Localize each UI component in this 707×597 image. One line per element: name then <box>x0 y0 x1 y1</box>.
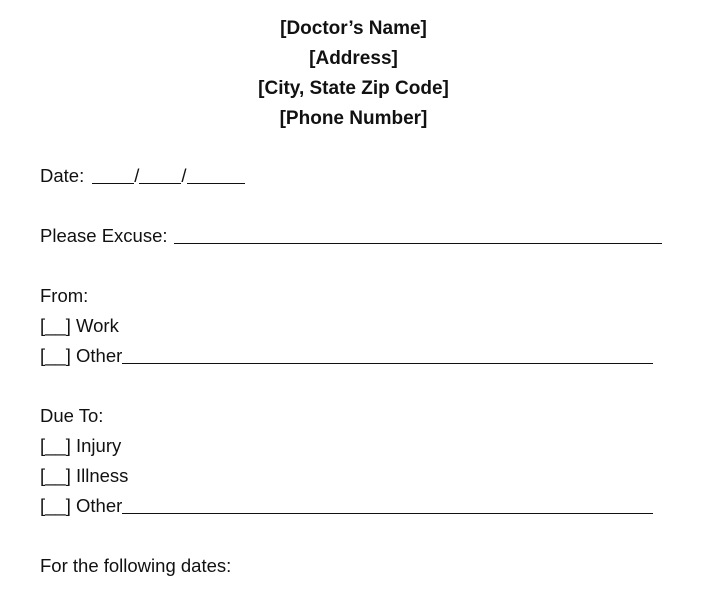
date-month-blank[interactable] <box>92 165 134 184</box>
date-day-blank[interactable] <box>139 165 181 184</box>
date-separator: / <box>181 165 187 186</box>
phone-number: [Phone Number] <box>279 108 428 129</box>
from-option-other[interactable] <box>40 345 653 367</box>
date-label: Date: <box>40 165 85 186</box>
due-to-option-other[interactable] <box>40 495 653 517</box>
from-work-label: [__] Work <box>40 315 119 336</box>
excuse-row <box>40 225 662 247</box>
due-to-illness-label: [__] Illness <box>40 465 129 486</box>
due-to-label <box>40 405 103 427</box>
due-to-option-illness[interactable] <box>40 465 128 487</box>
excuse-label: Please Excuse: <box>40 225 168 246</box>
date-row <box>40 165 245 187</box>
from-other-label: [__] Other <box>40 345 123 366</box>
date-separator: / <box>134 165 140 186</box>
due-to-injury-label: [__] Injury <box>40 435 122 456</box>
due-to-option-injury[interactable] <box>40 435 121 457</box>
date-year-blank[interactable] <box>187 165 245 184</box>
address: [Address] <box>309 48 398 69</box>
due-to-other-blank[interactable] <box>122 495 653 514</box>
following-dates-text: For the following dates: <box>40 555 232 576</box>
from-option-work[interactable] <box>40 315 119 337</box>
city-state-zip: [City, State Zip Code] <box>258 78 449 99</box>
due-to-label-text: Due To: <box>40 405 104 426</box>
excuse-name-blank[interactable] <box>174 225 662 244</box>
from-other-blank[interactable] <box>122 345 653 364</box>
letterhead <box>0 14 707 134</box>
doctor-name: [Doctor’s Name] <box>280 18 427 39</box>
following-dates-label <box>40 555 231 577</box>
from-label-text: From: <box>40 285 89 306</box>
from-label <box>40 285 88 307</box>
due-to-other-label: [__] Other <box>40 495 123 516</box>
